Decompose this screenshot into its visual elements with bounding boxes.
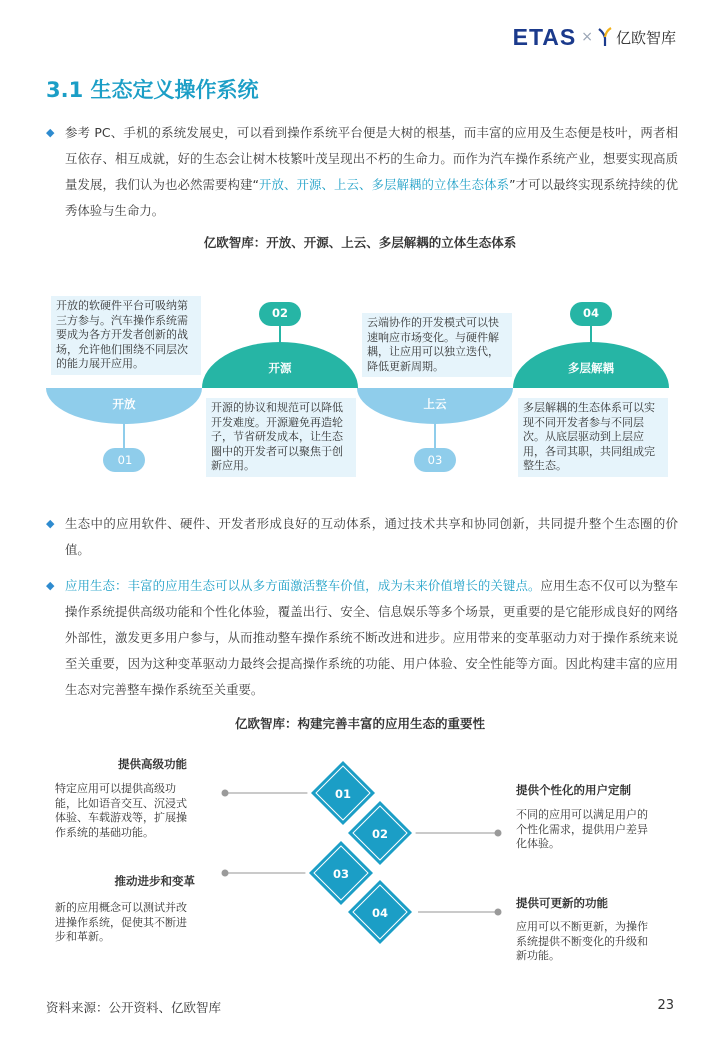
num-01: 01	[117, 453, 133, 467]
app-ecosystem-text: 应用生态不仅可以为整车操作系统提供高级功能和个性化体验，覆盖出行、安全、信息娱乐等多个场景，更重要的是它能形成良好的网络外部性，激发更多用户参与，从而推动整车操作系统不断改进和进步。应用带来的变革驱动力对于操作系统来说至关重要，因为这种变革驱动力最终会提高操作系统的功能、用户体验、安全性能等方面。因此构建丰富的应用生态对完善整车操作系统至关重要。	[65, 578, 679, 697]
label2-update: 提供可更新的功能	[516, 896, 608, 910]
text2-update: 应用可以不断更新，为操作系统提供不断变化的升级和新功能。	[516, 920, 648, 962]
app-ecosystem-highlight: 应用生态：丰富的应用生态可以从多方面激活整车价值，成为未来价值增长的关键点。	[65, 578, 541, 593]
num2-01: 01	[334, 787, 351, 801]
label-open: 开放	[112, 397, 136, 411]
figure1-title: 亿欧智库：开放、开源、上云、多层解耦的立体生态体系	[203, 235, 517, 250]
label2-advanced: 提供高级功能	[118, 757, 187, 771]
num-04: 04	[582, 306, 599, 320]
paragraph-app-ecosystem	[46, 573, 678, 703]
paragraph-intro	[46, 120, 678, 224]
etas-logo: ETAS	[512, 23, 577, 50]
note-cloud: 云端协作的开发模式可以快速响应市场变化。与硬件解耦，让应用可以独立迭代，降低更新周期。	[362, 313, 512, 377]
text2-progress: 新的应用概念可以测试并改进操作系统，促使其不断进步和革新。	[55, 901, 187, 943]
num2-02: 02	[371, 827, 388, 841]
intro-text-end: ”才可以最终实现系统持续的优秀体验与生命力。	[65, 177, 679, 218]
logo-separator: ×	[581, 29, 593, 45]
text2-personal: 不同的应用可以满足用户的个性化需求，提供用户差异化体验。	[516, 808, 648, 850]
num2-03: 03	[332, 867, 349, 881]
num-03: 03	[427, 453, 443, 467]
note-opensource: 开源的协议和规范可以降低开发难度。开源避免再造轮子，节省研发成本，让生态圈中的开发者可以聚焦于创新应用。	[206, 398, 356, 477]
yiou-logo-text: 亿欧智库	[615, 28, 676, 47]
paragraph-ecosystem	[46, 511, 678, 563]
note-decouple: 多层解耦的生态体系可以实现不同开发者参与不同层次。从底层驱动到上层应用，各司其职，共同组成完整生态。	[518, 398, 668, 477]
diamond-bullet-icon: ◆	[46, 517, 55, 530]
figure2-title: 亿欧智库：构建完善丰富的应用生态的重要性	[234, 716, 485, 731]
label2-personal: 提供个性化的用户定制	[516, 783, 631, 797]
text2-advanced: 特定应用可以提供高级功能，比如语音交互、沉浸式体验、车载游戏等，扩展操作系统的基础功能。	[55, 782, 187, 839]
num2-04: 04	[371, 906, 388, 920]
diamond-bullet-icon: ◆	[46, 579, 55, 592]
label-opensource: 开源	[268, 361, 292, 375]
note-open: 开放的软硬件平台可吸纳第三方参与。汽车操作系统需要成为各方开发者创新的战场，允许他们围绕不同层次的能力展开应用。	[51, 296, 201, 375]
label2-progress: 推动进步和变革	[114, 874, 195, 888]
yiou-logo-icon	[598, 27, 612, 47]
section-title: 3.1 生态定义操作系统	[46, 78, 259, 102]
intro-highlight: 开放、开源、上云、多层解耦的立体生态体系	[258, 177, 510, 192]
footer-source: 资料来源：公开资料、亿欧智库	[46, 1000, 222, 1015]
ecosystem-text: 生态中的应用软件、硬件、开发者形成良好的互动体系，通过技术共享和协同创新，共同提升整个生态圈的价值。	[65, 516, 678, 557]
label-decouple: 多层解耦	[568, 361, 614, 375]
intro-text: 参考 PC、手机的系统发展史，可以看到操作系统平台便是大树的根基，而丰富的应用及生态便是枝叶，两者相互依存、相互成就，好的生态会让树木枝繁叶茂呈现出不朽的生命力。而作为汽车操作系统产业，想要实现高质量发展，我们认为也必然需要构建“	[65, 125, 678, 192]
diamond-bullet-icon: ◆	[46, 126, 55, 139]
num-02: 02	[271, 306, 288, 320]
label-cloud: 上云	[423, 397, 447, 411]
page-number: 23	[657, 998, 674, 1013]
header-logo	[513, 24, 676, 50]
